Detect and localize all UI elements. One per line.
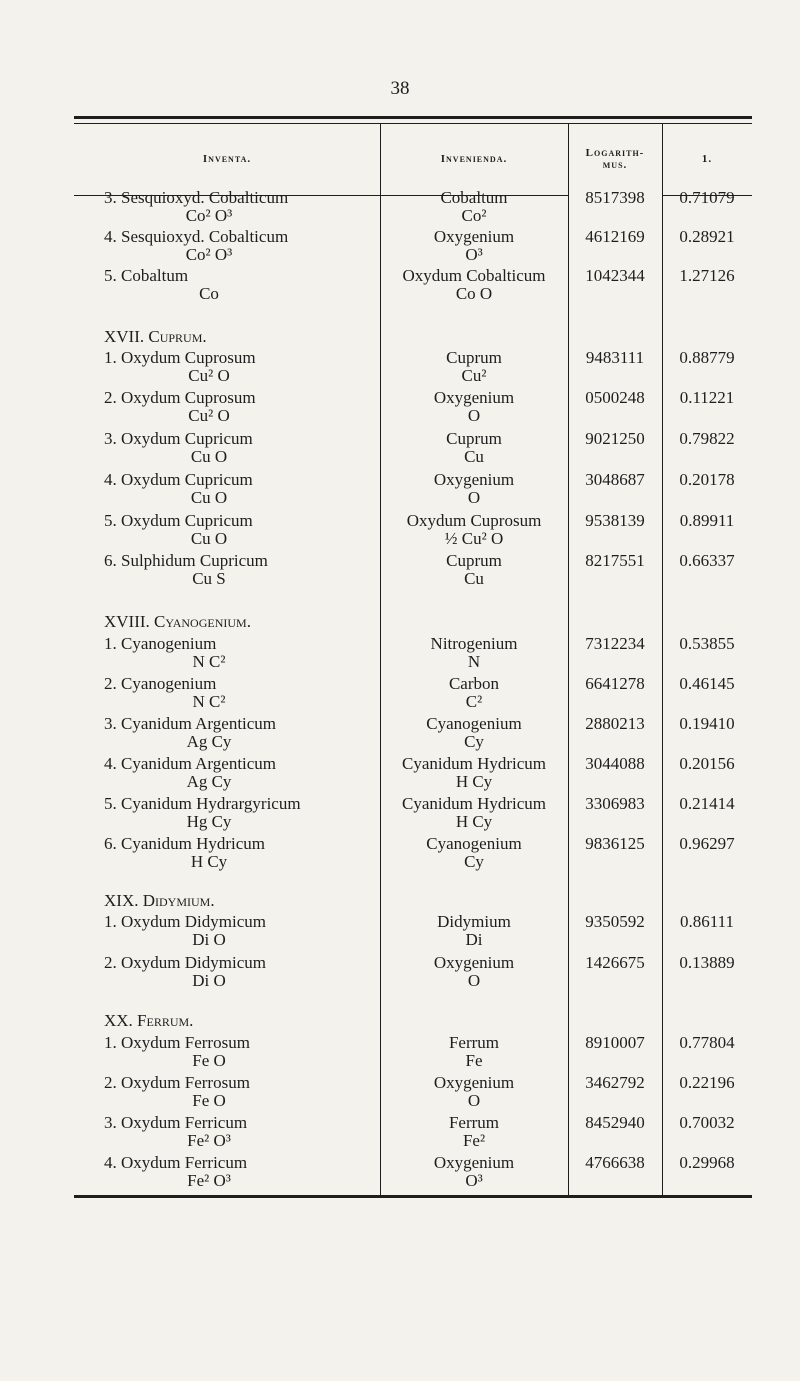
invenienda-formula: Cu² (461, 366, 487, 385)
inventa-name: 2. Oxydum Didymicum (104, 953, 266, 972)
invenienda-name: Oxydum Cobalticum (402, 266, 546, 285)
ratio-value: 0.11221 (679, 388, 735, 407)
invenienda-formula: O (467, 971, 481, 990)
inventa-name: 6. Cyanidum Hydricum (104, 834, 266, 853)
inventa-name: 6. Sulphidum Cupricum (104, 551, 268, 570)
invenienda-formula: ½ Cu² O (444, 529, 504, 548)
invenienda-name: Oxygenium (433, 1153, 515, 1172)
logarithm-value: 9350592 (585, 912, 645, 931)
invenienda-name: Ferrum (448, 1113, 500, 1132)
logarithm-table (74, 116, 752, 1198)
logarithm-value: 8910007 (585, 1033, 645, 1052)
invenienda-formula: O³ (465, 245, 483, 264)
invenienda-formula: Cy (464, 852, 484, 871)
invenienda-name: Nitrogenium (430, 634, 518, 653)
invenienda-formula: O (467, 488, 481, 507)
table-row (74, 835, 752, 872)
inventa-name: 1. Cyanogenium (104, 634, 217, 653)
table-row (74, 1114, 752, 1151)
invenienda-name: Didymium (437, 912, 511, 931)
section-cyanogenium: XVIII. Cyanogenium. (104, 612, 251, 631)
logarithm-value: 3306983 (585, 794, 645, 813)
section-didymium: XIX. Didymium. (104, 891, 215, 910)
logarithm-value: 3462792 (585, 1073, 645, 1092)
invenienda-formula: H Cy (455, 772, 493, 791)
table-row (74, 913, 752, 950)
table-row (74, 755, 752, 792)
inventa-name: 3. Oxydum Ferricum (104, 1113, 248, 1132)
invenienda-formula: O³ (465, 1171, 483, 1190)
table-row (74, 349, 752, 386)
table-row (74, 1154, 752, 1191)
inventa-formula: Co² O³ (185, 206, 233, 225)
ratio-value: 0.53855 (679, 634, 735, 653)
ratio-value: 0.21414 (679, 794, 735, 813)
inventa-formula: Fe O (192, 1051, 226, 1070)
ratio-value: 0.71079 (679, 188, 735, 207)
invenienda-name: Oxygenium (433, 1073, 515, 1092)
invenienda-formula: Fe² (462, 1131, 486, 1150)
table-row (74, 430, 752, 467)
invenienda-formula: Cy (464, 732, 484, 751)
invenienda-formula: O (467, 1091, 481, 1110)
invenienda-name: Cyanogenium (426, 714, 522, 733)
invenienda-formula: Co O (455, 284, 493, 303)
inventa-name: 4. Oxydum Ferricum (104, 1153, 248, 1172)
ratio-value: 0.86111 (680, 912, 734, 931)
logarithm-value: 1042344 (585, 266, 645, 285)
section-cuprum: XVII. Cuprum. (104, 327, 207, 346)
inventa-name: 5. Cobaltum (104, 266, 189, 285)
table-row (74, 228, 752, 265)
ratio-value: 0.29968 (679, 1153, 735, 1172)
invenienda-name: Carbon (448, 674, 500, 693)
logarithm-value: 6641278 (585, 674, 645, 693)
table-row (74, 1074, 752, 1111)
inventa-name: 5. Oxydum Cupricum (104, 511, 253, 530)
ratio-value: 0.96297 (679, 834, 735, 853)
inventa-formula: Ag Cy (186, 772, 232, 791)
inventa-name: 1. Oxydum Didymicum (104, 912, 266, 931)
inventa-formula: Cu O (190, 447, 228, 466)
logarithm-value: 9538139 (585, 511, 645, 530)
page-number: 38 (390, 78, 410, 99)
ratio-value: 0.22196 (679, 1073, 735, 1092)
invenienda-formula: C² (465, 692, 483, 711)
inventa-formula: Cu O (190, 529, 228, 548)
inventa-formula: Di O (192, 971, 226, 990)
ratio-value: 0.46145 (679, 674, 735, 693)
invenienda-formula: N (467, 652, 481, 671)
ratio-value: 0.28921 (679, 227, 735, 246)
inventa-formula: Cu² O (188, 366, 230, 385)
ratio-value: 0.66337 (679, 551, 735, 570)
inventa-formula: N C² (192, 692, 226, 711)
invenienda-formula: Di (465, 930, 483, 949)
logarithm-value: 9836125 (585, 834, 645, 853)
inventa-formula: Fe O (192, 1091, 226, 1110)
logarithm-value: 3044088 (585, 754, 645, 773)
inventa-formula: Ag Cy (186, 732, 232, 751)
ratio-value: 0.77804 (679, 1033, 735, 1052)
logarithm-value: 4766638 (585, 1153, 645, 1172)
header-invenienda: Invenienda. (440, 153, 508, 165)
ratio-value: 0.89911 (679, 511, 735, 530)
inventa-name: 2. Oxydum Cuprosum (104, 388, 256, 407)
inventa-name: 4. Oxydum Cupricum (104, 470, 253, 489)
ratio-value: 0.20156 (679, 754, 735, 773)
inventa-name: 4. Sesquioxyd. Cobalticum (104, 227, 289, 246)
table-row (74, 715, 752, 752)
inventa-formula: H Cy (190, 852, 228, 871)
table-row (74, 552, 752, 589)
logarithm-value: 8517398 (585, 188, 645, 207)
invenienda-name: Oxygenium (433, 470, 515, 489)
table-row (74, 267, 752, 304)
inventa-formula: Co² O³ (185, 245, 233, 264)
logarithm-value: 8217551 (585, 551, 645, 570)
table-row (74, 189, 752, 226)
inventa-formula: Di O (192, 930, 226, 949)
invenienda-formula: Co² (461, 206, 487, 225)
invenienda-name: Ferrum (448, 1033, 500, 1052)
invenienda-name: Cyanidum Hydricum (401, 754, 546, 773)
invenienda-name: Cuprum (446, 348, 502, 367)
header-one: 1. (701, 153, 713, 165)
logarithm-value: 0500248 (585, 388, 645, 407)
invenienda-name: Oxygenium (433, 388, 515, 407)
inventa-formula: Cu O (190, 488, 228, 507)
table-row (74, 954, 752, 991)
inventa-name: 1. Oxydum Ferrosum (104, 1033, 250, 1052)
ratio-value: 0.13889 (679, 953, 735, 972)
inventa-name: 3. Cyanidum Argenticum (104, 714, 277, 733)
inventa-name: 3. Sesquioxyd. Cobalticum (104, 188, 289, 207)
inventa-formula: Hg Cy (186, 812, 232, 831)
table-row (74, 635, 752, 672)
logarithm-value: 4612169 (585, 227, 645, 246)
invenienda-formula: Cu (464, 447, 484, 466)
table-row (74, 795, 752, 832)
invenienda-name: Oxygenium (433, 227, 515, 246)
ratio-value: 0.88779 (679, 348, 735, 367)
inventa-formula: N C² (192, 652, 226, 671)
invenienda-name: Oxygenium (433, 953, 515, 972)
inventa-formula: Fe² O³ (187, 1131, 231, 1150)
invenienda-formula: Cu (464, 569, 484, 588)
table-row (74, 1034, 752, 1071)
invenienda-formula: H Cy (455, 812, 493, 831)
logarithm-value: 7312234 (585, 634, 645, 653)
logarithm-value: 9021250 (585, 429, 645, 448)
inventa-formula: Cu² O (188, 406, 230, 425)
ratio-value: 1.27126 (679, 266, 735, 285)
invenienda-formula: Fe (465, 1051, 483, 1070)
invenienda-formula: O (467, 406, 481, 425)
invenienda-name: Cobaltum (440, 188, 508, 207)
invenienda-name: Cyanidum Hydricum (401, 794, 546, 813)
ratio-value: 0.70032 (679, 1113, 735, 1132)
section-ferrum: XX. Ferrum. (104, 1011, 194, 1030)
table-row (74, 471, 752, 508)
table-row (74, 389, 752, 426)
ratio-value: 0.19410 (679, 714, 735, 733)
inventa-name: 3. Oxydum Cupricum (104, 429, 253, 448)
logarithm-value: 1426675 (585, 953, 645, 972)
header-inventa: Inventa. (202, 153, 252, 165)
inventa-name: 5. Cyanidum Hydrargyricum (104, 794, 301, 813)
table-row (74, 675, 752, 712)
inventa-formula: Cu S (192, 569, 226, 588)
inventa-name: 2. Cyanogenium (104, 674, 217, 693)
inventa-name: 2. Oxydum Ferrosum (104, 1073, 250, 1092)
logarithm-value: 3048687 (585, 470, 645, 489)
invenienda-name: Cuprum (446, 551, 502, 570)
inventa-name: 4. Cyanidum Argenticum (104, 754, 277, 773)
ratio-value: 0.79822 (679, 429, 735, 448)
inventa-name: 1. Oxydum Cuprosum (104, 348, 256, 367)
logarithm-value: 9483111 (585, 348, 645, 367)
invenienda-name: Cyanogenium (426, 834, 522, 853)
ratio-value: 0.20178 (679, 470, 735, 489)
table-row (74, 512, 752, 549)
logarithm-value: 2880213 (585, 714, 645, 733)
inventa-formula: Fe² O³ (187, 1171, 231, 1190)
invenienda-name: Cuprum (446, 429, 502, 448)
header-logarithmus: Logarith-mus. (585, 147, 645, 171)
invenienda-name: Oxydum Cuprosum (406, 511, 542, 530)
logarithm-value: 8452940 (585, 1113, 645, 1132)
inventa-formula: Co (199, 284, 219, 303)
